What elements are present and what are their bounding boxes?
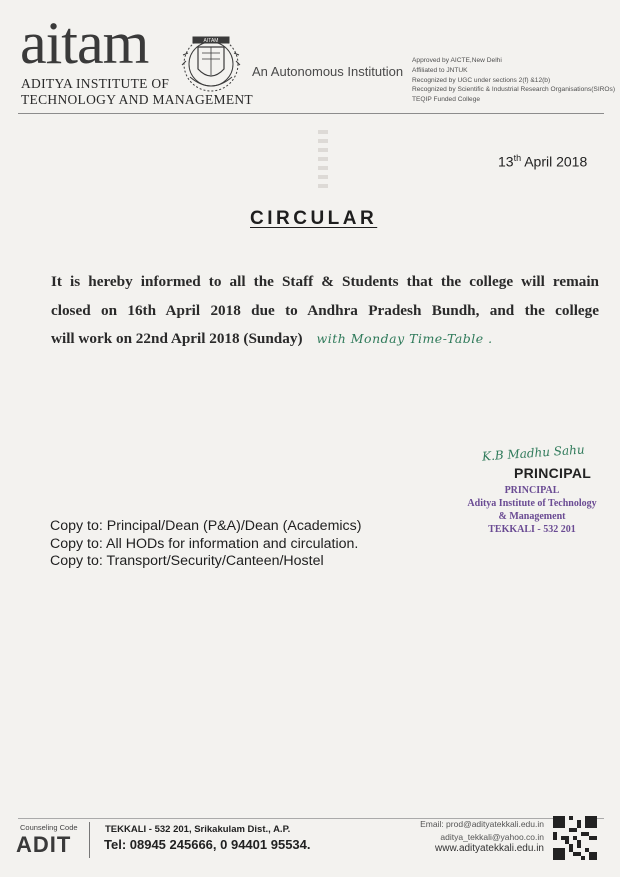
autonomous-tagline: An Autonomous Institution	[252, 64, 404, 79]
paper-fold-mark	[318, 130, 328, 192]
stamp-line: TEKKALI - 532 201	[488, 524, 576, 535]
institute-name-line2: TECHNOLOGY AND MANAGEMENT	[21, 92, 253, 107]
footer-email: Email: prod@adityatekkali.edu.in	[420, 819, 544, 829]
qr-code-icon	[553, 816, 597, 860]
date-rest: April 2018	[521, 153, 588, 170]
approval-line: Recognized by UGC under sections 2(f) &12(b)	[412, 76, 551, 84]
footer-address: TEKKALI - 532 201, Srikakulam Dist., A.P.	[105, 824, 291, 835]
counseling-code: ADIT	[16, 832, 72, 857]
principal-signature: K.B Madhu Sahu	[481, 442, 586, 464]
approvals-list	[412, 56, 616, 105]
copy-to-item: Copy to: All HODs for information and circulation.	[50, 535, 359, 552]
circular-title: CIRCULAR	[250, 208, 378, 229]
body-line: will work on 22nd April 2018 (Sunday)	[51, 330, 303, 347]
footer-phone: Tel: 08945 245666, 0 94401 95534.	[104, 837, 311, 852]
letterhead-divider	[18, 113, 604, 114]
counseling-code-label: Counseling Code	[20, 823, 78, 832]
footer-contacts	[404, 818, 544, 856]
circular-body	[51, 268, 599, 354]
approval-line: Approved by AICTE,New Delhi	[412, 57, 502, 64]
stamp-line: & Management	[498, 511, 566, 522]
stamp-line: Aditya Institute of Technology	[467, 498, 597, 509]
seal-text: AITAM	[203, 38, 219, 44]
handwritten-note: with Monday Time-Table .	[316, 331, 493, 346]
date-day: 13	[498, 153, 514, 170]
stamp-line: PRINCIPAL	[504, 485, 560, 496]
body-line: It is hereby informed to all the Staff & Students that the college will remain	[51, 273, 599, 290]
footer-website: www.adityatekkali.edu.in	[435, 843, 544, 854]
circular-date	[498, 153, 587, 170]
approval-line: TEQIP Funded College	[412, 96, 481, 104]
copy-to-item: Copy to: Transport/Security/Canteen/Hostel	[50, 553, 324, 569]
principal-stamp	[442, 484, 620, 536]
date-suffix: th	[513, 153, 522, 163]
copy-to-list	[50, 518, 361, 571]
footer-email-alt: aditya_tekkali@yahoo.co.in	[440, 831, 544, 842]
copy-to-item: Copy to: Principal/Dean (P&A)/Dean (Academics)	[50, 518, 362, 534]
body-line: closed on 16th April 2018 due to Andhra Pradesh Bundh, and the college	[51, 301, 599, 319]
approval-line: Recognized by Scientific & Industrial Research Organisations(SIROs)	[412, 86, 616, 94]
institute-seal-icon	[180, 17, 242, 99]
signatory-role: PRINCIPAL	[514, 465, 592, 481]
footer-separator	[89, 822, 90, 858]
institute-logo-text: aitam	[20, 10, 149, 76]
approval-line: Affiliated to JNTUK	[412, 66, 468, 74]
institute-name-line1: ADITYA INSTITUTE OF	[21, 76, 170, 91]
